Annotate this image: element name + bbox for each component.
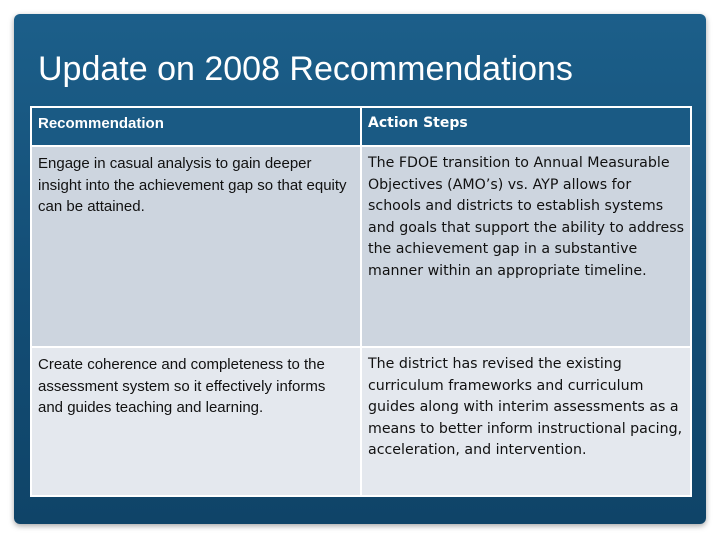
- table-row: [31, 146, 691, 347]
- slide-title: Update on 2008 Recommendations: [38, 50, 573, 88]
- header-action-steps: Action Steps: [361, 107, 691, 146]
- action-steps-cell: The district has revised the existing curriculum frameworks and curriculum guides along with interim assessments as a means to better inform instructional pacing, acceleration, and intervention.: [361, 347, 691, 496]
- table-row: [31, 347, 691, 496]
- recommendation-cell: Engage in casual analysis to gain deeper insight into the achievement gap so that equity can be attained.: [31, 146, 361, 347]
- action-steps-cell: The FDOE transition to Annual Measurable Objectives (AMO’s) vs. AYP allows for schools and districts to establish systems and goals that support the ability to address the achievement gap in a substantive manner within an appropriate timeline.: [361, 146, 691, 347]
- recommendations-table: [30, 106, 692, 497]
- recommendation-cell: Create coherence and completeness to the assessment system so it effectively informs and guides teaching and learning.: [31, 347, 361, 496]
- table-header-row: [31, 107, 691, 146]
- slide: [14, 14, 706, 524]
- header-recommendation: Recommendation: [31, 107, 361, 146]
